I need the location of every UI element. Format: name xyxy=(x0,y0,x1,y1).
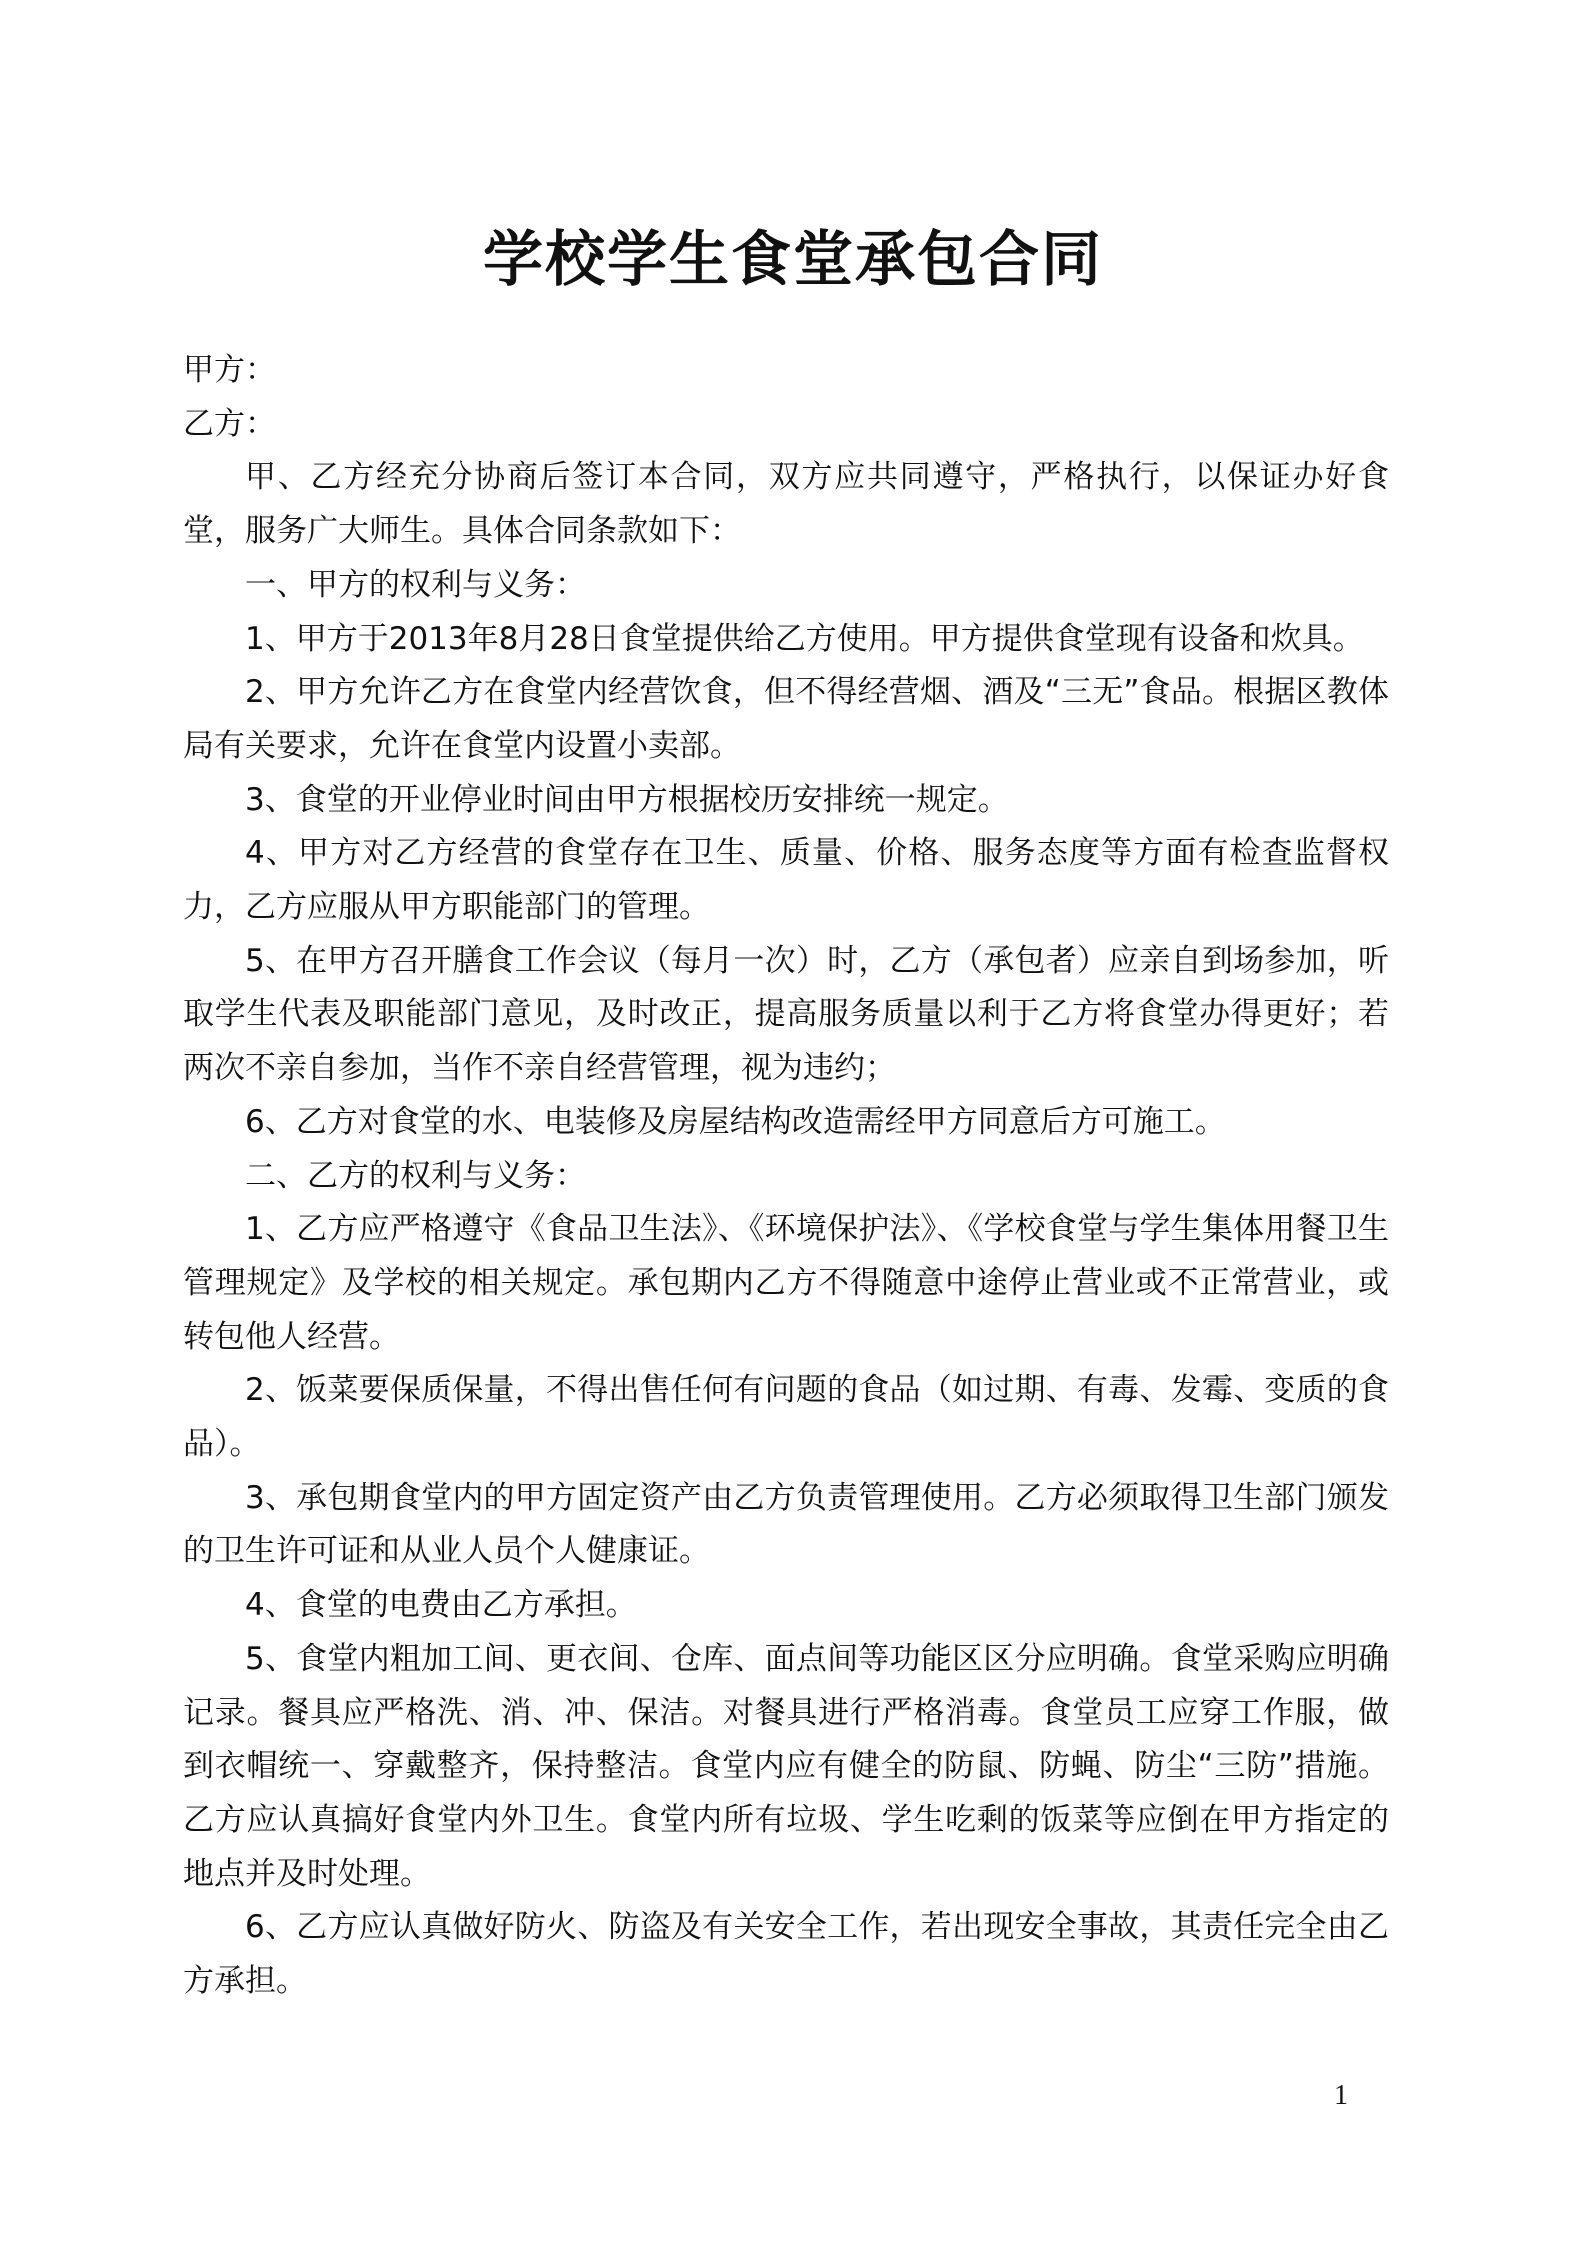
clause: 5、在甲方召开膳食工作会议（每月一次）时，乙方（承包者）应亲自到场参加，听取学生代表及职能部门意见，及时改正，提高服务质量以利于乙方将食堂办得更好；若两次不亲自参加，当作不亲自经营管理，视为违约； xyxy=(183,942,1389,1087)
clause: 5、食堂内粗加工间、更衣间、仓库、面点间等功能区区分应明确。食堂采购应明确记录。餐具应严格洗、消、冲、保洁。对餐具进行严格消毒。食堂员工应穿工作服，做到衣帽统一、穿戴整齐，保持整洁。食堂内应有健全的防鼠、防蝇、防尘“三防”措施。乙方应认真搞好食堂内外卫生。食堂内所有垃圾、学生吃剩的饭菜等应倒在甲方指定的地点并及时处理。 xyxy=(183,1640,1389,1892)
clause: 3、食堂的开业停业时间由甲方根据校历安排统一规定。 xyxy=(245,781,1009,818)
document-body xyxy=(183,344,1389,2009)
section-heading: 一、甲方的权利与义务： xyxy=(245,566,586,603)
clause: 2、饭菜要保质保量，不得出售任何有问题的食品（如过期、有毒、发霉、变质的食品）。 xyxy=(183,1372,1389,1463)
clause: 6、乙方对食堂的水、电装修及房屋结构改造需经甲方同意后方可施工。 xyxy=(245,1103,1226,1140)
section-heading: 二、乙方的权利与义务： xyxy=(245,1157,586,1194)
clause: 6、乙方应认真做好防火、防盗及有关安全工作，若出现安全事故，其责任完全由乙方承担。 xyxy=(183,1909,1389,2000)
clause: 2、甲方允许乙方在食堂内经营饮食，但不得经营烟、酒及“三无”食品。根据区教体局有关要求，允许在食堂内设置小卖部。 xyxy=(183,674,1389,764)
clause: 4、甲方对乙方经营的食堂存在卫生、质量、价格、服务态度等方面有检查监督权力，乙方应服从甲方职能部门的管理。 xyxy=(183,835,1389,926)
intro-paragraph: 甲、乙方经充分协商后签订本合同，双方应共同遵守，严格执行，以保证办好食堂，服务广大师生。具体合同条款如下： xyxy=(183,459,1389,550)
clause: 4、食堂的电费由乙方承担。 xyxy=(245,1587,637,1624)
document-title: 学校学生食堂承包合同 xyxy=(483,225,1103,295)
clause: 1、甲方于2013年8月28日食堂提供给乙方使用。甲方提供食堂现有设备和炊具。 xyxy=(245,620,1364,657)
clause: 3、承包期食堂内的甲方固定资产由乙方负责管理使用。乙方必须取得卫生部门颁发的卫生许可证和从业人员个人健康证。 xyxy=(183,1479,1389,1570)
clause: 1、乙方应严格遵守《食品卫生法》、《环境保护法》、《学校食堂与学生集体用餐卫生管理规定》及学校的相关规定。承包期内乙方不得随意中途停止营业或不正常营业，或转包他人经营。 xyxy=(183,1211,1389,1355)
party-b-label: 乙方： xyxy=(183,405,276,442)
page-number: 1 xyxy=(1334,2080,1348,2111)
party-a-label: 甲方： xyxy=(183,352,276,388)
